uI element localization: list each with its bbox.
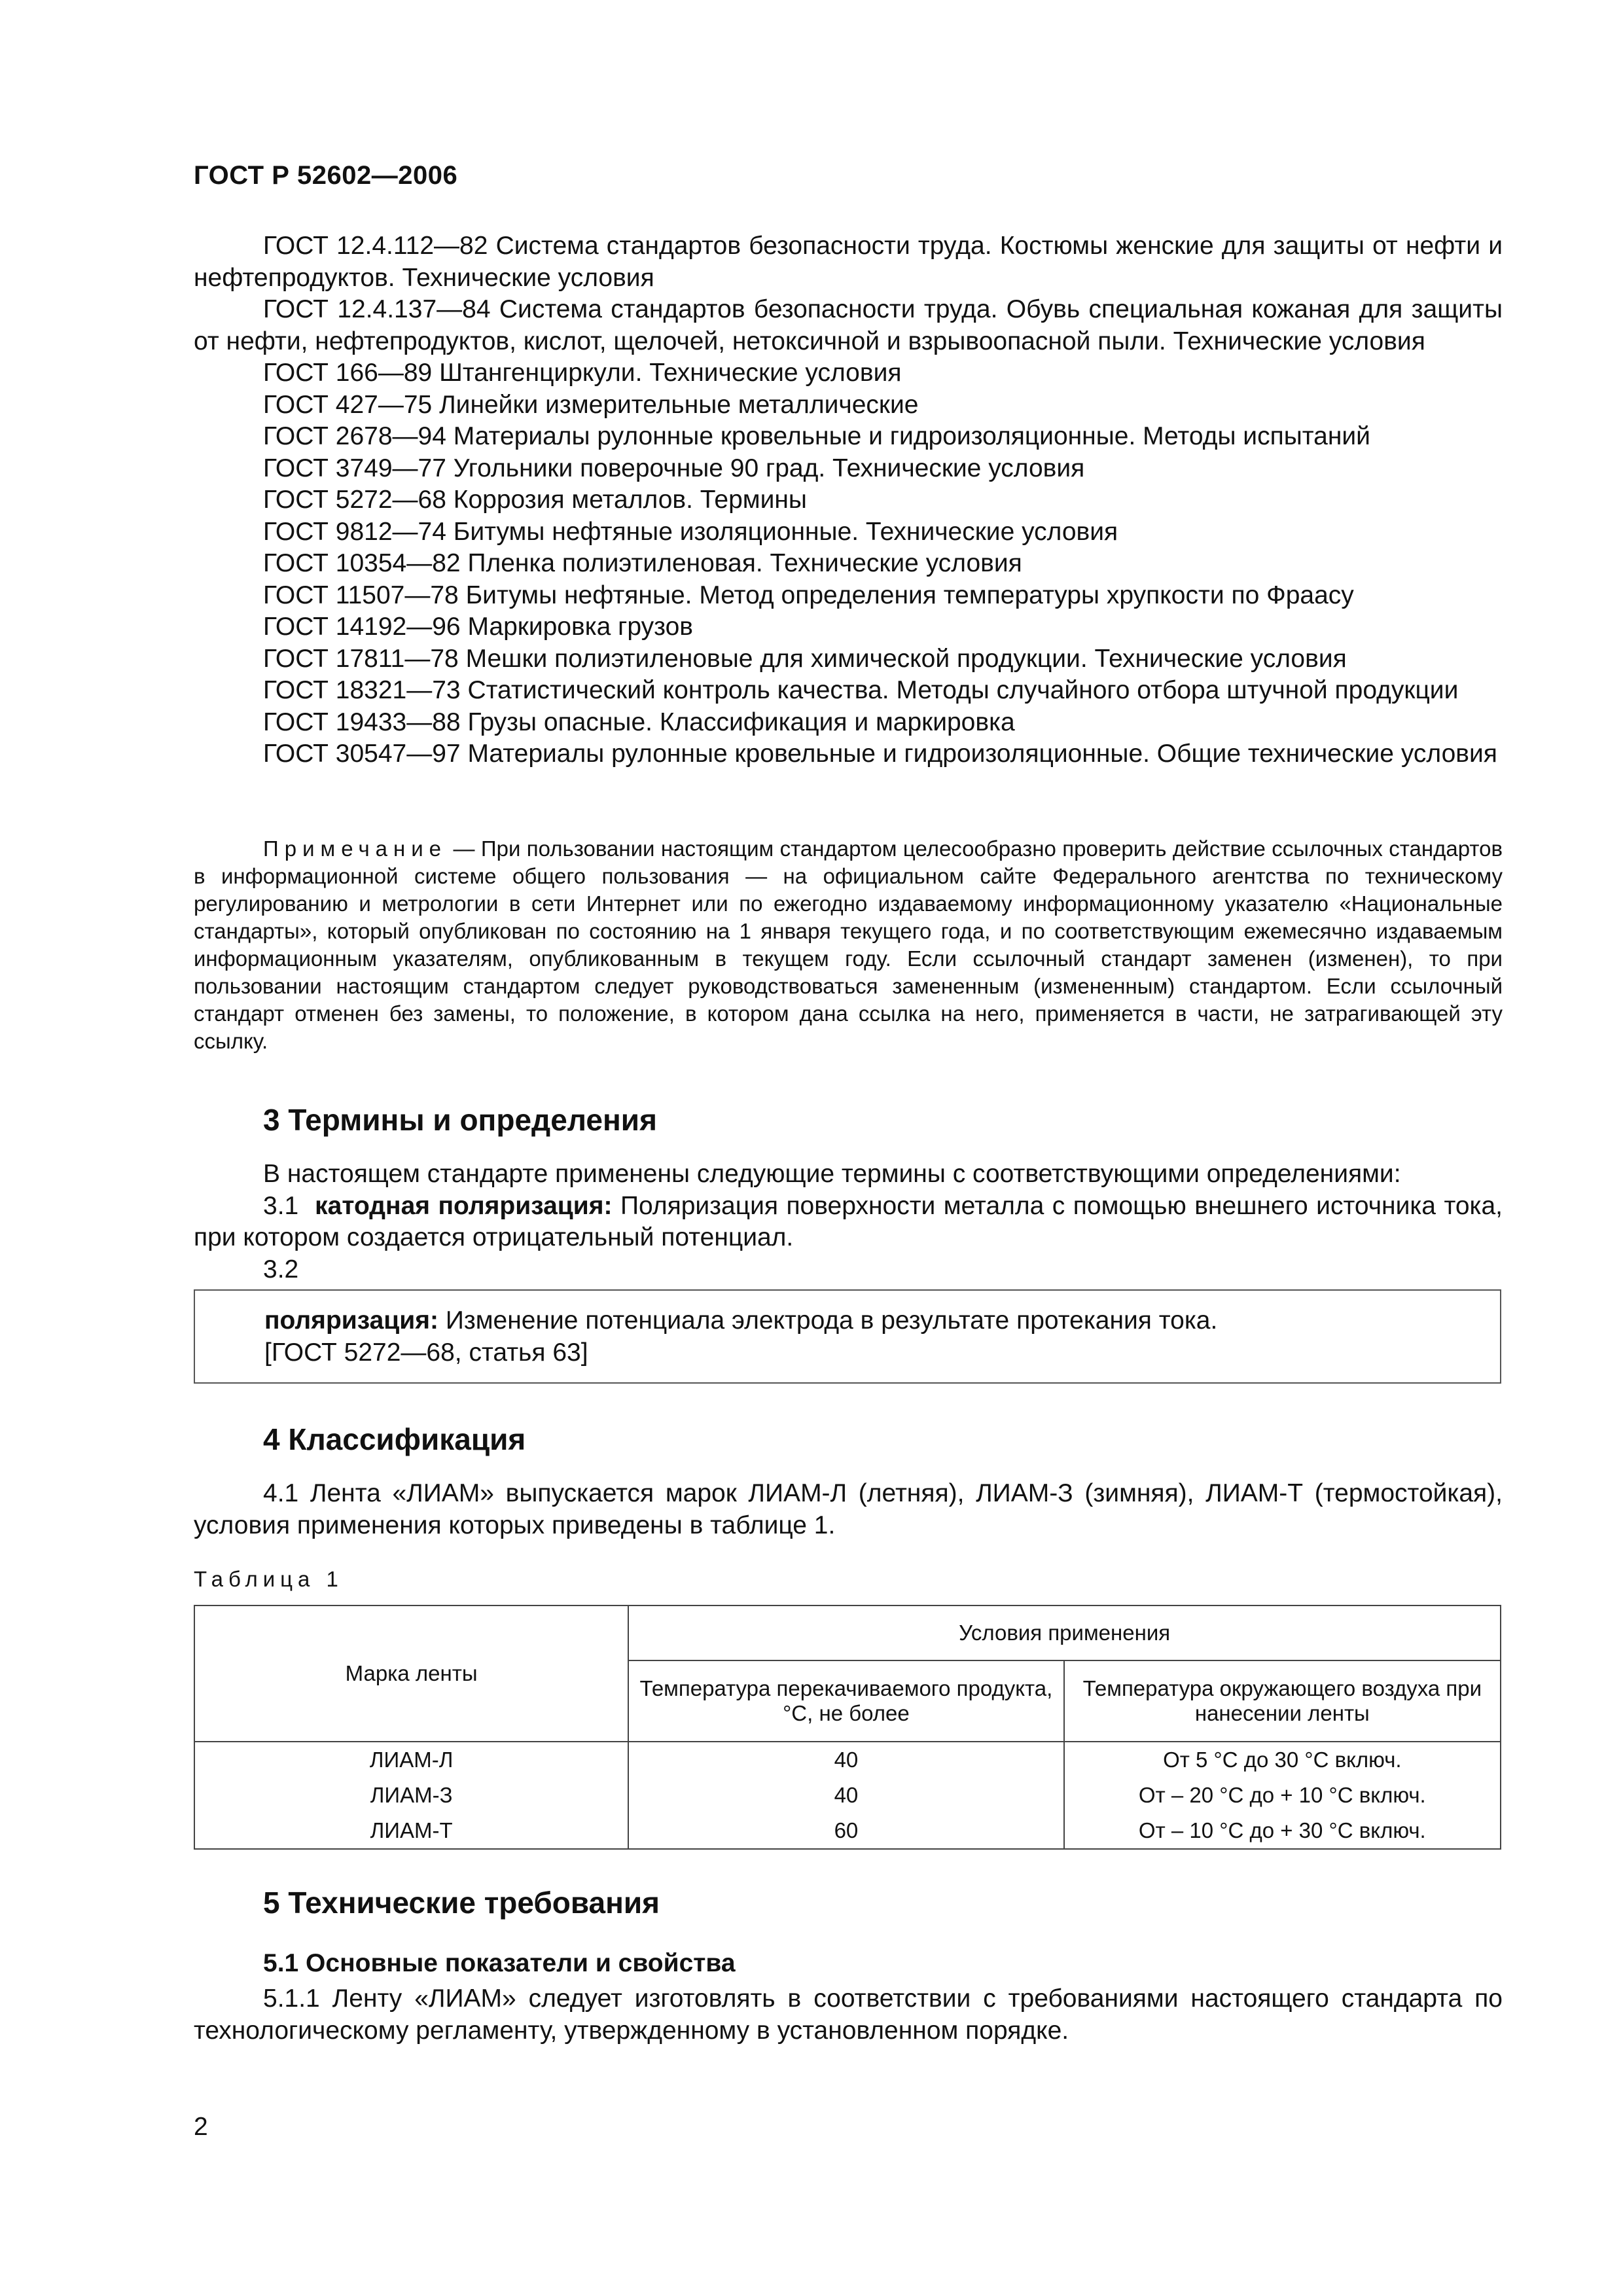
table-cell: 60 bbox=[628, 1813, 1063, 1849]
col-header-brand: Марка ленты bbox=[194, 1605, 628, 1742]
col-header-air-temp: Температура окружающего воздуха при нанесении ленты bbox=[1064, 1660, 1501, 1742]
term-name: поляризация: bbox=[264, 1306, 438, 1335]
section-4-heading: 4 Классификация bbox=[263, 1422, 526, 1456]
section-5-text: 5.1.1 Ленту «ЛИАМ» следует изготовлять в соответствии с требованиями настоящего стандарта по технологическому регламенту, утвержденному в установленном порядке. bbox=[194, 1984, 1503, 2045]
reference-item: ГОСТ 5272—68 Коррозия металлов. Термины bbox=[263, 486, 807, 514]
term-name: катодная поляризация: bbox=[315, 1191, 613, 1220]
reference-note bbox=[194, 835, 1503, 1055]
table-cell: ЛИАМ-Л bbox=[194, 1742, 628, 1778]
reference-item: ГОСТ 3749—77 Угольники поверочные 90 град. Технические условия bbox=[263, 454, 1085, 482]
col-header-product-temp: Температура перекачиваемого продукта, °С, не более bbox=[628, 1660, 1063, 1742]
term-source: [ГОСТ 5272—68, статья 63] bbox=[264, 1338, 588, 1367]
term-3-2-box bbox=[194, 1289, 1501, 1384]
table-row bbox=[194, 1742, 1501, 1778]
note-text: — При пользовании настоящим стандартом целесообразно проверить действие ссылочных стандартов в информационной системе общего пользования — на официальном сайте Федерального агентства по техническому регулированию и метрологии в сети Интернет или по ежегодно издаваемому информационному указателю «Национальные стандарты», который опубликован по состоянию на 1 января текущего года, и по соответствующим ежемесячно издаваемым информационным указателям, опубликованным в текущем году. Если ссылочный стандарт заменен (изменен), то при пользовании настоящим стандартом следует руководствоваться замененным (измененным) стандартом. Если ссылочный стандарт отменен без замены, то положение, в котором дана ссылка на него, применяется в части, не затрагивающей эту ссылку. bbox=[194, 836, 1503, 1053]
reference-item: ГОСТ 30547—97 Материалы рулонные кровельные и гидроизоляционные. Общие технические условия bbox=[263, 740, 1497, 768]
table-cell: ЛИАМ-Т bbox=[194, 1813, 628, 1849]
reference-item: ГОСТ 427—75 Линейки измерительные металлические bbox=[263, 390, 919, 419]
table-cell: ЛИАМ-З bbox=[194, 1778, 628, 1813]
section-3-body bbox=[194, 1158, 1503, 1285]
table-1 bbox=[194, 1605, 1501, 1850]
section-3-heading: 3 Термины и определения bbox=[263, 1103, 657, 1137]
normative-references-list bbox=[194, 230, 1503, 770]
col-header-group: Условия применения bbox=[628, 1605, 1501, 1660]
term-3-2 bbox=[264, 1305, 1500, 1337]
reference-item: ГОСТ 11507—78 Битумы нефтяные. Метод определения температуры хрупкости по Фраасу bbox=[263, 581, 1354, 609]
reference-item: ГОСТ 12.4.137—84 Система стандартов безопасности труда. Обувь специальная кожаная для защиты от нефти, нефтепродуктов, кислот, щелочей, нетоксичной и взрывоопасной пыли. Технические условия bbox=[194, 295, 1503, 355]
table-cell: 40 bbox=[628, 1778, 1063, 1813]
reference-item: ГОСТ 19433—88 Грузы опасные. Классификация и маркировка bbox=[263, 708, 1015, 736]
section-4-text: 4.1 Лента «ЛИАМ» выпускается марок ЛИАМ-Л (летняя), ЛИАМ-З (зимняя), ЛИАМ-Т (термостойкая), условия применения которых приведены в таблице 1. bbox=[194, 1479, 1503, 1539]
note-label: Примечание bbox=[263, 836, 448, 861]
reference-item: ГОСТ 10354—82 Пленка полиэтиленовая. Технические условия bbox=[263, 549, 1022, 577]
reference-item: ГОСТ 18321—73 Статистический контроль качества. Методы случайного отбора штучной продукции bbox=[263, 676, 1459, 704]
reference-item: ГОСТ 17811—78 Мешки полиэтиленовые для химической продукции. Технические условия bbox=[263, 644, 1347, 673]
table-caption: Таблица 1 bbox=[194, 1567, 344, 1591]
term-3-2-number: 3.2 bbox=[263, 1255, 299, 1283]
term-definition: Поляризация поверхности металла с помощью внешнего источника тока, при котором создается отрицательный потенциал. bbox=[194, 1191, 1503, 1251]
table-cell: От – 20 °С до + 10 °С включ. bbox=[1064, 1778, 1501, 1813]
section-5-heading: 5 Технические требования bbox=[263, 1886, 660, 1920]
subsection-5-1-heading: 5.1 Основные показатели и свойства bbox=[263, 1949, 736, 1977]
reference-item: ГОСТ 14192—96 Маркировка грузов bbox=[263, 613, 693, 641]
table-row bbox=[194, 1778, 1501, 1813]
table-cell: От 5 °С до 30 °С включ. bbox=[1064, 1742, 1501, 1778]
table-cell: 40 bbox=[628, 1742, 1063, 1778]
term-3-1 bbox=[194, 1191, 1503, 1254]
table-cell: От – 10 °С до + 30 °С включ. bbox=[1064, 1813, 1501, 1849]
reference-item: ГОСТ 2678—94 Материалы рулонные кровельные и гидроизоляционные. Методы испытаний bbox=[263, 422, 1370, 450]
reference-item: ГОСТ 9812—74 Битумы нефтяные изоляционные. Технические условия bbox=[263, 517, 1118, 546]
table-row bbox=[194, 1813, 1501, 1849]
reference-item: ГОСТ 12.4.112—82 Система стандартов безопасности труда. Костюмы женские для защиты от нефти и нефтепродуктов. Технические условия bbox=[194, 232, 1503, 292]
reference-item: ГОСТ 166—89 Штангенциркули. Технические условия bbox=[263, 359, 902, 387]
document-header: ГОСТ Р 52602—2006 bbox=[194, 161, 458, 190]
term-definition: Изменение потенциала электрода в результате протекания тока. bbox=[438, 1306, 1218, 1335]
term-number: 3.1 bbox=[263, 1191, 299, 1220]
section-3-intro: В настоящем стандарте применены следующие термины с соответствующими определениями: bbox=[263, 1160, 1401, 1188]
page-number: 2 bbox=[194, 2113, 208, 2141]
